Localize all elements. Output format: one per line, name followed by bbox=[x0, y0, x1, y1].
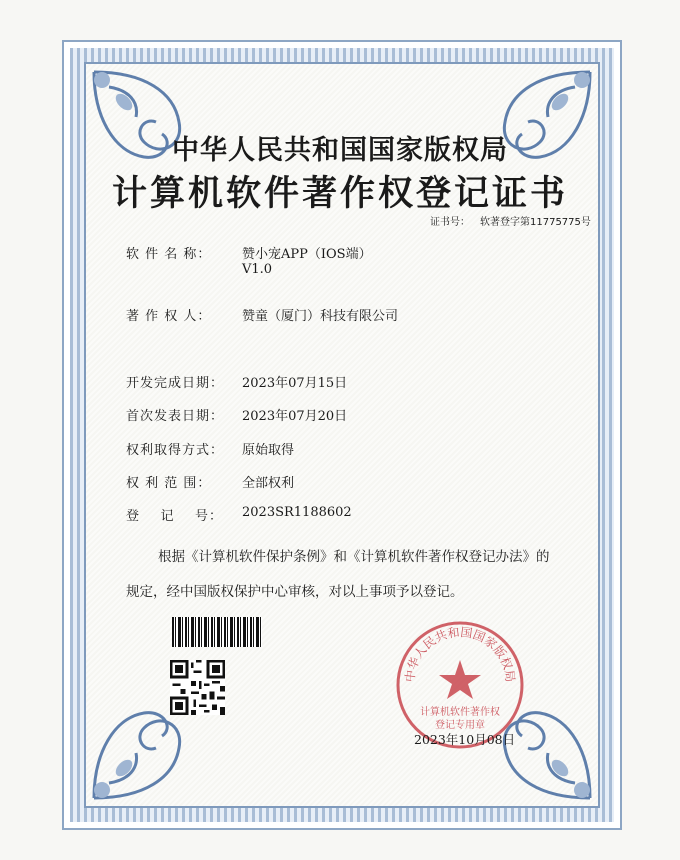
qr-code bbox=[170, 660, 225, 715]
dev-date-value: 2023年07月15日 bbox=[242, 376, 348, 391]
issuing-authority: 中华人民共和国国家版权局 bbox=[172, 135, 508, 166]
registration-number-label: 登 记 号： bbox=[126, 509, 224, 524]
acquire-method-value: 原始取得 bbox=[242, 443, 295, 458]
barcode bbox=[172, 617, 262, 647]
certificate-title: 计算机软件著作权登记证书 bbox=[111, 173, 568, 214]
rights-scope-value: 全部权利 bbox=[242, 476, 295, 491]
software-name-label: 软 件 名 称： bbox=[126, 247, 212, 262]
owner-value: 赞童（厦门）科技有限公司 bbox=[242, 309, 399, 324]
seal-inner-line-2: 登记专用章 bbox=[435, 720, 485, 731]
certificate-number-label: 证书号： bbox=[430, 217, 470, 228]
pub-date-value: 2023年07月20日 bbox=[242, 409, 348, 424]
registration-number-value: 2023SR1188602 bbox=[242, 505, 352, 520]
star-icon bbox=[439, 660, 481, 699]
pub-date-label: 首次发表日期： bbox=[126, 409, 225, 424]
software-name-value: 赞小宠APP（IOS端） bbox=[242, 247, 372, 262]
legal-basis-line-1: 根据《计算机软件保护条例》和《计算机软件著作权登记办法》的 bbox=[158, 549, 550, 565]
owner-label: 著 作 权 人： bbox=[126, 309, 212, 324]
seal-ring-text: 中华人民共和国国家版权局 bbox=[402, 625, 518, 683]
acquire-method-label: 权利取得方式： bbox=[126, 443, 225, 458]
rights-scope-label: 权 利 范 围： bbox=[126, 476, 212, 491]
dev-date-label: 开发完成日期： bbox=[126, 376, 225, 391]
software-version-value: V1.0 bbox=[242, 262, 273, 277]
certificate-number bbox=[430, 213, 591, 228]
issue-date: 2023年10月08日 bbox=[414, 732, 516, 747]
legal-basis-line-2: 规定，经中国版权保护中心审核，对以上事项予以登记。 bbox=[126, 584, 464, 600]
certificate-number-value: 软著登字第11775775号 bbox=[480, 217, 591, 228]
seal-inner-line-1: 计算机软件著作权 bbox=[420, 707, 500, 718]
